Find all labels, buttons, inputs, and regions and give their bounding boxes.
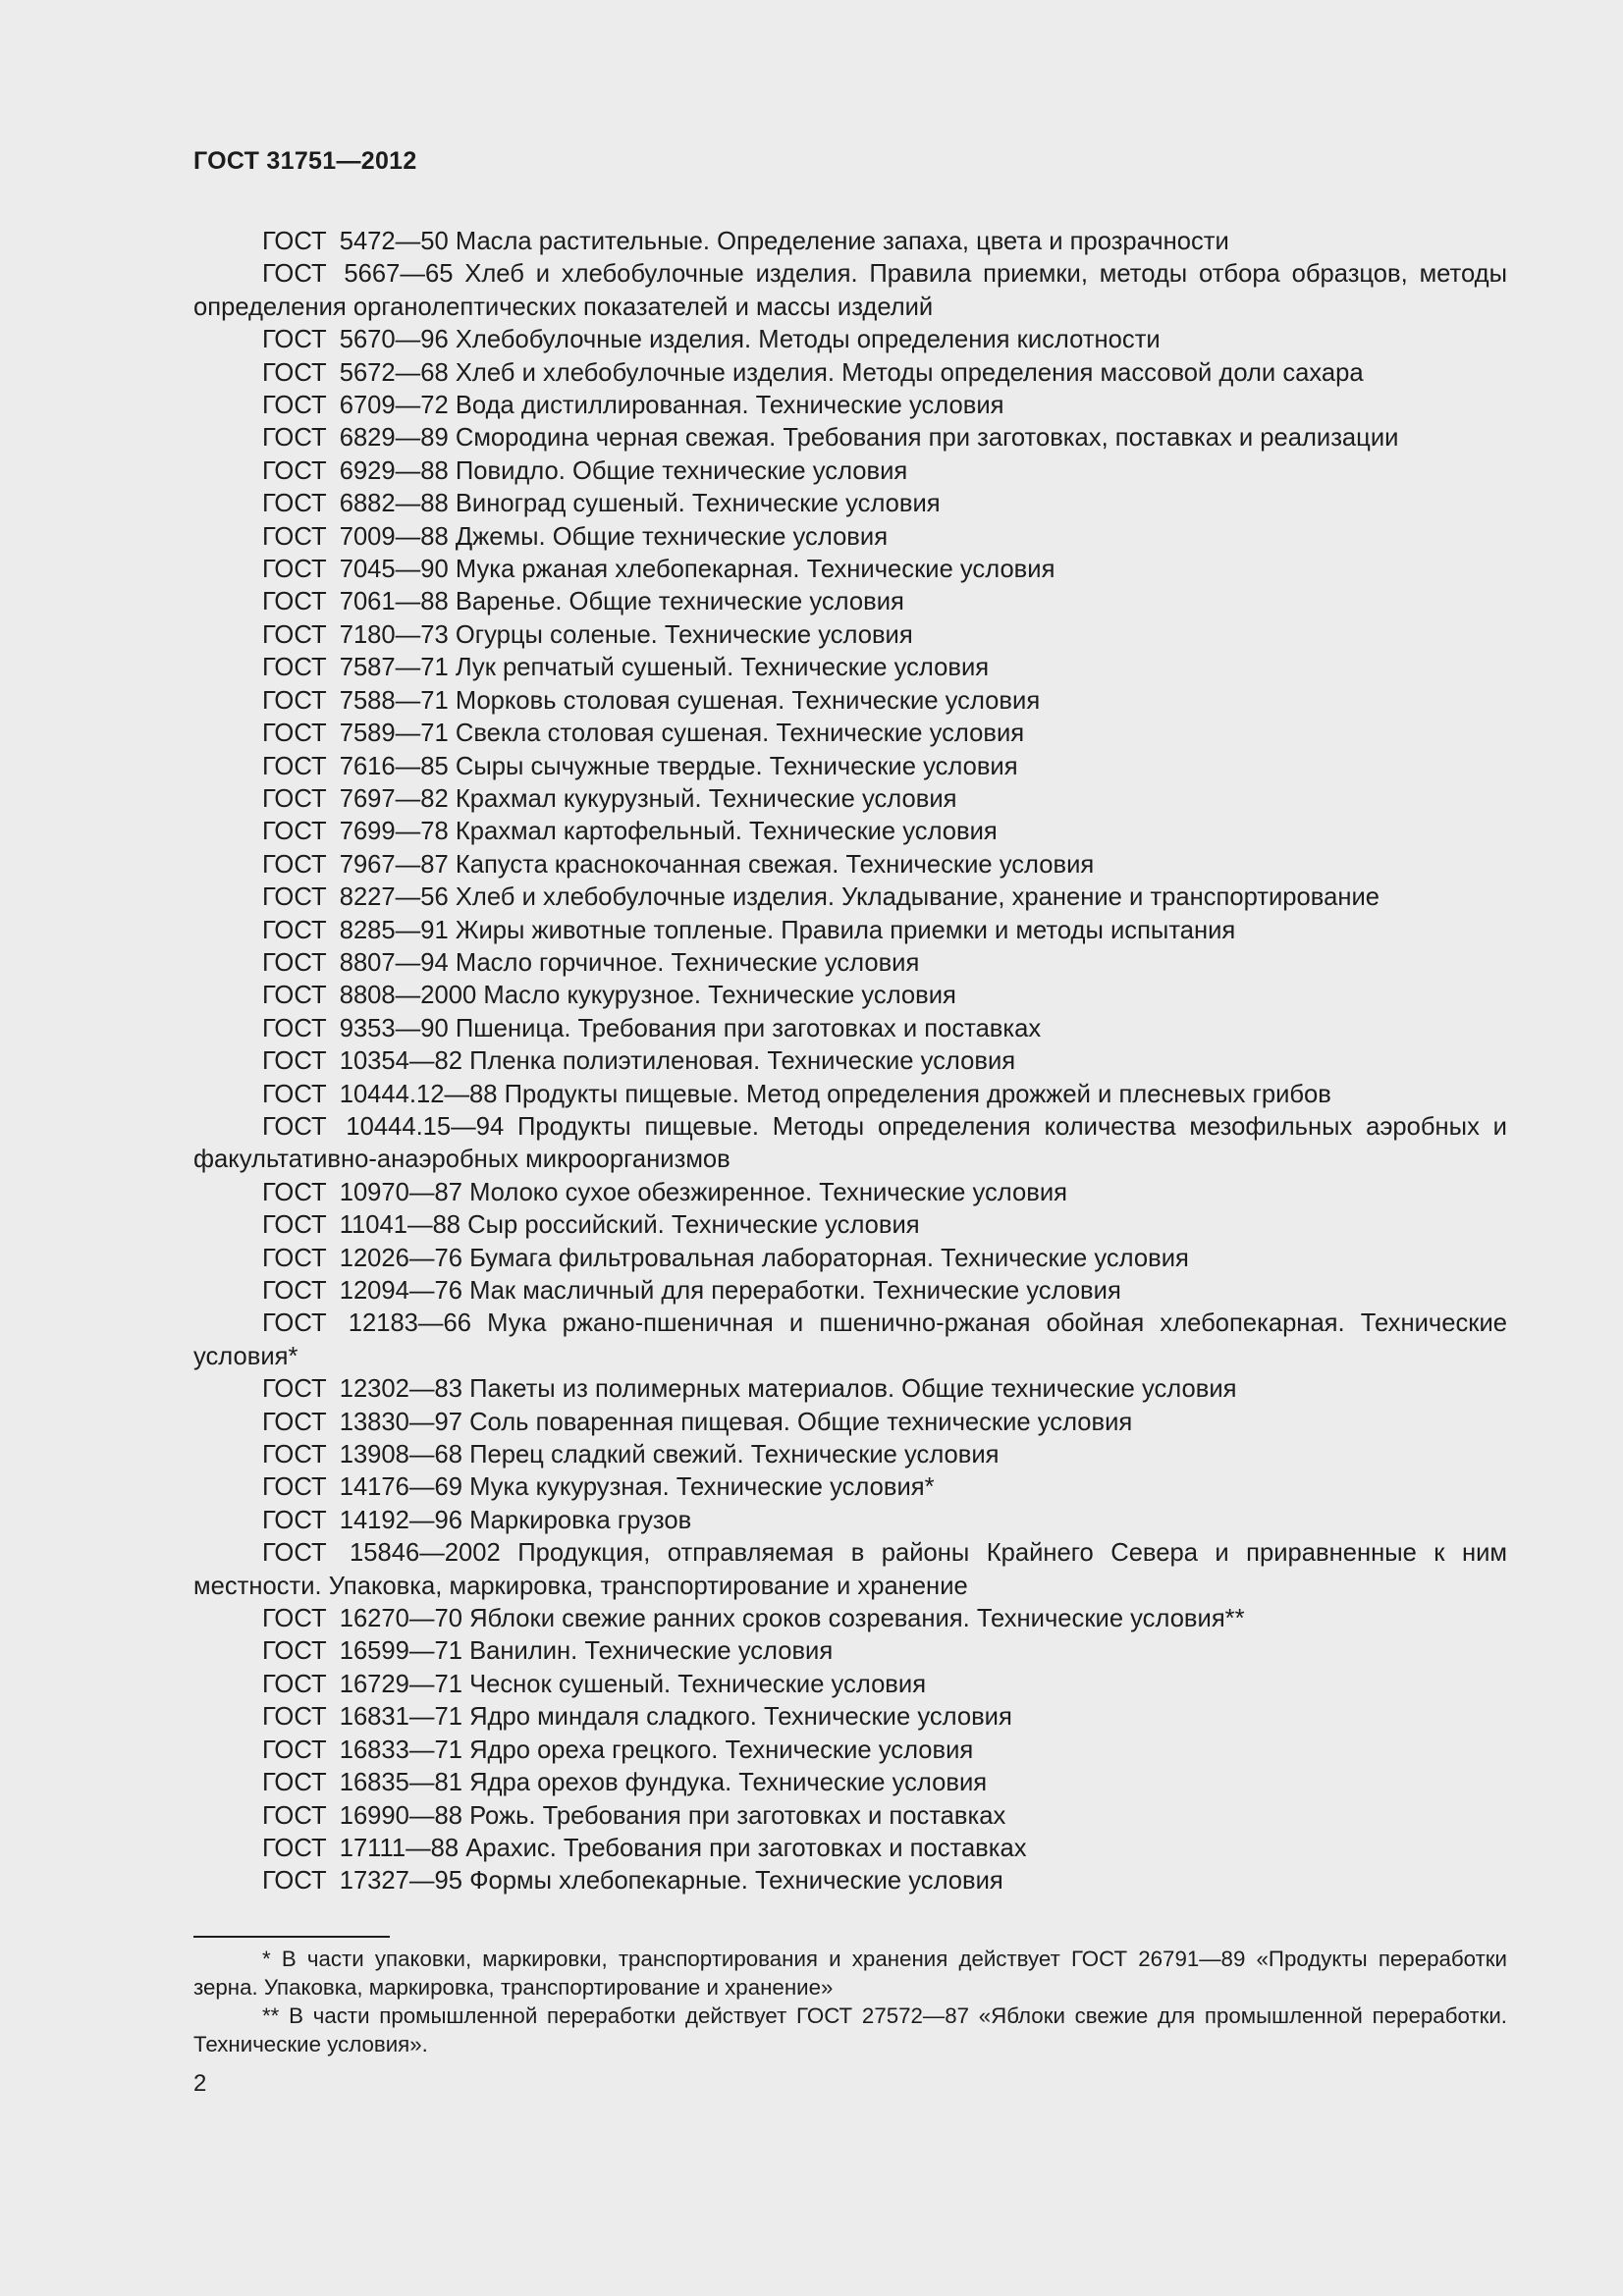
reference-item xyxy=(193,488,1507,520)
reference-code: ГОСТ 8285—91 xyxy=(262,916,449,944)
reference-code: ГОСТ 5667—65 xyxy=(262,260,454,289)
reference-title: Масло кукурузное. Технические условия xyxy=(483,982,956,1010)
reference-code: ГОСТ 6829—89 xyxy=(262,424,449,453)
reference-code: ГОСТ 7697—82 xyxy=(262,784,449,813)
reference-code: ГОСТ 14192—96 xyxy=(262,1506,462,1534)
reference-title: Пленка полиэтиленовая. Технические условия xyxy=(469,1047,1016,1076)
reference-title: Сыр российский. Технические условия xyxy=(467,1211,920,1240)
reference-item xyxy=(193,422,1507,454)
reference-item xyxy=(193,1308,1507,1373)
reference-title: Ядро миндаля сладкого. Технические условия xyxy=(469,1703,1012,1732)
reference-code: ГОСТ 6929—88 xyxy=(262,456,449,485)
reference-item xyxy=(193,1209,1507,1242)
reference-code: ГОСТ 10444.15—94 xyxy=(262,1112,505,1141)
reference-title: Пакеты из полимерных материалов. Общие технические условия xyxy=(469,1375,1237,1404)
reference-title: Соль поваренная пищевая. Общие технические условия xyxy=(469,1408,1133,1436)
reference-code: ГОСТ 12183—66 xyxy=(262,1309,471,1338)
reference-code: ГОСТ 16835—81 xyxy=(262,1769,462,1797)
reference-item xyxy=(193,718,1507,750)
reference-code: ГОСТ 7589—71 xyxy=(262,720,449,748)
document-header: ГОСТ 31751—2012 xyxy=(193,147,417,175)
reference-code: ГОСТ 6882—88 xyxy=(262,490,449,518)
reference-item xyxy=(193,324,1507,356)
reference-title: Ядро ореха грецкого. Технические условия xyxy=(469,1735,974,1764)
reference-title: Пшеница. Требования при заготовках и поставках xyxy=(455,1014,1042,1042)
reference-title: Маркировка грузов xyxy=(469,1506,692,1534)
reference-code: ГОСТ 7045—90 xyxy=(262,556,449,584)
reference-code: ГОСТ 5672—68 xyxy=(262,358,449,387)
reference-title: Вода дистиллированная. Технические условия xyxy=(455,392,1004,420)
reference-title: Ванилин. Технические условия xyxy=(469,1637,834,1666)
reference-title: Крахмал кукурузный. Технические условия xyxy=(455,784,957,813)
reference-item xyxy=(193,1701,1507,1734)
reference-title: Смородина черная свежая. Требования при заготовках, поставках и реализации xyxy=(455,424,1399,453)
reference-item xyxy=(193,1865,1507,1897)
reference-code: ГОСТ 15846—2002 xyxy=(262,1539,501,1568)
reference-code: ГОСТ 13908—68 xyxy=(262,1441,462,1469)
reference-item xyxy=(193,1013,1507,1045)
reference-item xyxy=(193,1079,1507,1111)
reference-code: ГОСТ 12094—76 xyxy=(262,1277,462,1305)
reference-title: Формы хлебопекарные. Технические условия xyxy=(469,1867,1003,1896)
reference-title: Мука кукурузная. Технические условия* xyxy=(469,1473,935,1502)
reference-item xyxy=(193,1833,1507,1865)
reference-title: Варенье. Общие технические условия xyxy=(455,588,904,616)
reference-item xyxy=(193,554,1507,586)
reference-item xyxy=(193,1045,1507,1078)
reference-title: Арахис. Требования при заготовках и поставках xyxy=(465,1834,1027,1862)
reference-code: ГОСТ 5472—50 xyxy=(262,228,449,255)
reference-code: ГОСТ 7588—71 xyxy=(262,686,449,715)
reference-title: Жиры животные топленые. Правила приемки и методы испытания xyxy=(455,916,1236,944)
reference-item xyxy=(193,1373,1507,1406)
reference-title: Мука ржано-пшеничная и пшенично-ржаная обойная хлебопекарная. Технические условия* xyxy=(193,1309,1507,1370)
reference-code: ГОСТ 7616—85 xyxy=(262,752,449,780)
reference-code: ГОСТ 12302—83 xyxy=(262,1375,462,1404)
reference-item xyxy=(193,1439,1507,1471)
reference-item xyxy=(193,226,1507,258)
reference-code: ГОСТ 7587—71 xyxy=(262,654,449,682)
reference-code: ГОСТ 16833—71 xyxy=(262,1735,462,1764)
reference-item xyxy=(193,586,1507,618)
reference-code: ГОСТ 7009—88 xyxy=(262,522,449,551)
reference-item xyxy=(193,816,1507,848)
normative-references-list xyxy=(193,226,1507,1898)
reference-code: ГОСТ 6709—72 xyxy=(262,392,449,420)
footnote-separator xyxy=(193,1936,390,1938)
reference-code: ГОСТ 12026—76 xyxy=(262,1244,462,1272)
reference-item xyxy=(193,258,1507,324)
reference-code: ГОСТ 8227—56 xyxy=(262,883,449,912)
reference-code: ГОСТ 8808—2000 xyxy=(262,982,477,1010)
reference-item xyxy=(193,1111,1507,1177)
reference-title: Свекла столовая сушеная. Технические условия xyxy=(455,720,1025,748)
reference-item xyxy=(193,521,1507,554)
reference-item xyxy=(193,849,1507,881)
reference-title: Продукты пищевые. Методы определения количества мезофильных аэробных и факультативно-анаэробных микроорганизмов xyxy=(193,1112,1507,1174)
reference-title: Лук репчатый сушеный. Технические условия xyxy=(455,654,990,682)
reference-code: ГОСТ 8807—94 xyxy=(262,948,449,977)
reference-title: Виноград сушеный. Технические условия xyxy=(455,490,941,518)
reference-title: Рожь. Требования при заготовках и поставках xyxy=(469,1801,1006,1830)
reference-code: ГОСТ 16990—88 xyxy=(262,1801,462,1830)
reference-code: ГОСТ 7967—87 xyxy=(262,850,449,879)
reference-item xyxy=(193,455,1507,488)
reference-title: Ядра орехов фундука. Технические условия xyxy=(469,1769,988,1797)
reference-title: Молоко сухое обезжиренное. Технические условия xyxy=(469,1178,1067,1206)
reference-item xyxy=(193,619,1507,652)
reference-item xyxy=(193,357,1507,390)
reference-code: ГОСТ 16270—70 xyxy=(262,1605,462,1633)
reference-title: Хлеб и хлебобулочные изделия. Правила приемки, методы отбора образцов, методы определения органолептических показателей и массы изделий xyxy=(193,260,1507,321)
reference-item xyxy=(193,1275,1507,1308)
reference-title: Хлебобулочные изделия. Методы определения кислотности xyxy=(455,326,1161,354)
reference-code: ГОСТ 9353—90 xyxy=(262,1014,449,1042)
reference-code: ГОСТ 17111—88 xyxy=(262,1834,460,1862)
reference-item xyxy=(193,685,1507,718)
reference-title: Крахмал картофельный. Технические условия xyxy=(455,818,998,846)
reference-title: Бумага фильтровальная лабораторная. Технические условия xyxy=(469,1244,1189,1272)
reference-title: Мак масличный для переработки. Технические условия xyxy=(469,1277,1121,1305)
reference-title: Чеснок сушеный. Технические условия xyxy=(469,1670,927,1698)
reference-title: Продукция, отправляемая в районы Крайнего Севера и приравненные к ним местности. Упаковка, маркировка, транспортирование и хранение xyxy=(193,1539,1507,1600)
reference-title: Сыры сычужные твердые. Технические условия xyxy=(455,752,1018,780)
reference-item xyxy=(193,881,1507,914)
reference-item xyxy=(193,915,1507,947)
reference-code: ГОСТ 7699—78 xyxy=(262,818,449,846)
footnotes xyxy=(193,1945,1507,2058)
reference-code: ГОСТ 7180—73 xyxy=(262,620,449,649)
reference-title: Хлеб и хлебобулочные изделия. Укладывание, хранение и транспортирование xyxy=(455,883,1380,912)
footnote-item: ** В части промышленной переработки действует ГОСТ 27572—87 «Яблоки свежие для промышленной переработки. Технические условия». xyxy=(193,2003,1507,2056)
reference-item xyxy=(193,1243,1507,1275)
reference-title: Масла растительные. Определение запаха, цвета и прозрачности xyxy=(455,228,1229,255)
reference-title: Морковь столовая сушеная. Технические условия xyxy=(455,686,1041,715)
footnote-item: * В части упаковки, маркировки, транспортирования и хранения действует ГОСТ 26791—89 «Продукты переработки зерна. Упаковка, маркировка, транспортирование и хранение» xyxy=(193,1947,1507,2000)
reference-item xyxy=(193,1735,1507,1767)
reference-item xyxy=(193,1505,1507,1537)
reference-code: ГОСТ 14176—69 xyxy=(262,1473,462,1502)
reference-code: ГОСТ 10444.12—88 xyxy=(262,1080,498,1108)
reference-item xyxy=(193,1407,1507,1439)
page-number: 2 xyxy=(193,2070,207,2097)
reference-code: ГОСТ 16831—71 xyxy=(262,1703,462,1732)
reference-code: ГОСТ 16599—71 xyxy=(262,1637,462,1666)
reference-item xyxy=(193,1537,1507,1603)
reference-title: Огурцы соленые. Технические условия xyxy=(455,620,913,649)
reference-title: Перец сладкий свежий. Технические условия xyxy=(469,1441,1000,1469)
reference-item xyxy=(193,1635,1507,1668)
reference-item xyxy=(193,1471,1507,1504)
reference-code: ГОСТ 11041—88 xyxy=(262,1211,461,1240)
reference-code: ГОСТ 17327—95 xyxy=(262,1867,462,1896)
reference-title: Джемы. Общие технические условия xyxy=(455,522,889,551)
reference-title: Масло горчичное. Технические условия xyxy=(455,948,920,977)
reference-title: Повидло. Общие технические условия xyxy=(455,456,908,485)
reference-item xyxy=(193,652,1507,684)
reference-code: ГОСТ 5670—96 xyxy=(262,326,449,354)
reference-code: ГОСТ 10970—87 xyxy=(262,1178,462,1206)
reference-item xyxy=(193,1800,1507,1833)
reference-item xyxy=(193,783,1507,816)
reference-item xyxy=(193,1177,1507,1209)
reference-title: Хлеб и хлебобулочные изделия. Методы определения массовой доли сахара xyxy=(455,358,1364,387)
reference-title: Продукты пищевые. Метод определения дрожжей и плесневых грибов xyxy=(504,1080,1331,1108)
reference-title: Капуста краснокочанная свежая. Технические условия xyxy=(455,850,1095,879)
reference-title: Мука ржаная хлебопекарная. Технические условия xyxy=(455,556,1055,584)
reference-item xyxy=(193,1767,1507,1799)
reference-code: ГОСТ 16729—71 xyxy=(262,1670,462,1698)
reference-code: ГОСТ 7061—88 xyxy=(262,588,449,616)
reference-item xyxy=(193,751,1507,783)
reference-item xyxy=(193,1669,1507,1701)
reference-item xyxy=(193,390,1507,422)
reference-title: Яблоки свежие ранних сроков созревания. Технические условия** xyxy=(469,1605,1245,1633)
reference-code: ГОСТ 13830—97 xyxy=(262,1408,462,1436)
reference-item xyxy=(193,947,1507,980)
reference-item xyxy=(193,980,1507,1012)
reference-code: ГОСТ 10354—82 xyxy=(262,1047,462,1076)
reference-item xyxy=(193,1603,1507,1635)
